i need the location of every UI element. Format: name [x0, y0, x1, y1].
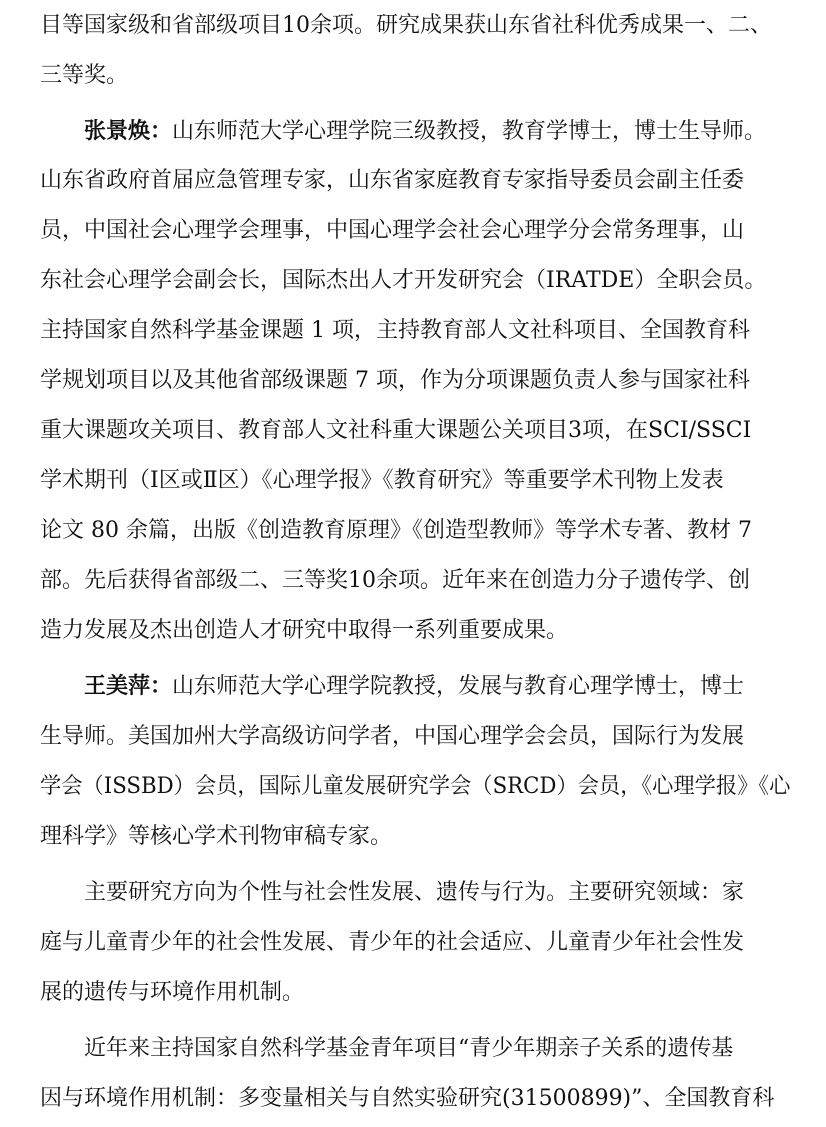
- text-line: 目等国家级和省部级项目10余项。研究成果获山东省社科优秀成果一、二、: [40, 13, 772, 38]
- person-name-wang: 王美萍：: [84, 674, 173, 699]
- text-line: 庭与儿童青少年的社会性发展、青少年的社会适应、儿童青少年社会性发: [40, 930, 745, 955]
- bio-zhang-intro: 山东师范大学心理学院三级教授，教育学博士，博士生导师。: [172, 119, 767, 144]
- person-name-zhang: 张景焕：: [84, 119, 173, 144]
- bio-wang-intro: 山东师范大学心理学院教授，发展与教育心理学博士，博士: [172, 674, 745, 699]
- bio-wang-first-line: [84, 672, 744, 702]
- text-line: 三等奖。: [40, 63, 129, 88]
- text-line: 学术期刊（Ⅰ区或Ⅱ区）《心理学报》《教育研究》等重要学术刊物上发表: [40, 468, 724, 493]
- text-line: 生导师。美国加州大学高级访问学者，中国心理学会会员，国际行为发展: [40, 724, 745, 749]
- text-line: 论文 80 余篇，出版《创造教育原理》《创造型教师》等学术专著、教材 7: [40, 518, 752, 543]
- text-line: 近年来主持国家自然科学基金青年项目“青少年期亲子关系的遗传基: [84, 1036, 734, 1061]
- text-line: 重大课题攻关项目、教育部人文社科重大课题公关项目3项，在SCI/SSCI: [40, 418, 752, 443]
- text-line: 主要研究方向为个性与社会性发展、遗传与行为。主要研究领域：家: [84, 880, 745, 905]
- text-line: 理科学》等核心学术刊物审稿专家。: [40, 824, 393, 849]
- text-line: 山东省政府首届应急管理专家，山东省家庭教育专家指导委员会副主任委: [40, 168, 745, 193]
- text-line: 学规划项目以及其他省部级课题 7 项，作为分项课题负责人参与国家社科: [40, 368, 750, 393]
- text-line: 部。先后获得省部级二、三等奖10余项。近年来在创造力分子遗传学、创: [40, 568, 750, 593]
- bio-zhang-first-line: [84, 117, 766, 147]
- text-line: 学会（ISSBD）会员，国际儿童发展研究学会（SRCD）会员，《心理学报》《心: [40, 774, 791, 799]
- text-line: 造力发展及杰出创造人才研究中取得一系列重要成果。: [40, 618, 569, 643]
- text-line: 因与环境作用机制：多变量相关与自然实验研究(31500899)”、全国教育科: [40, 1086, 775, 1111]
- text-line: 主持国家自然科学基金课题 1 项，主持教育部人文社科项目、全国教育科: [40, 318, 750, 343]
- text-line: 员，中国社会心理学会理事，中国心理学会社会心理学分会常务理事，山: [40, 218, 745, 243]
- text-line: 展的遗传与环境作用机制。: [40, 980, 305, 1005]
- text-line: 东社会心理学会副会长，国际杰出人才开发研究会（IRATDE）全职会员。: [40, 268, 767, 293]
